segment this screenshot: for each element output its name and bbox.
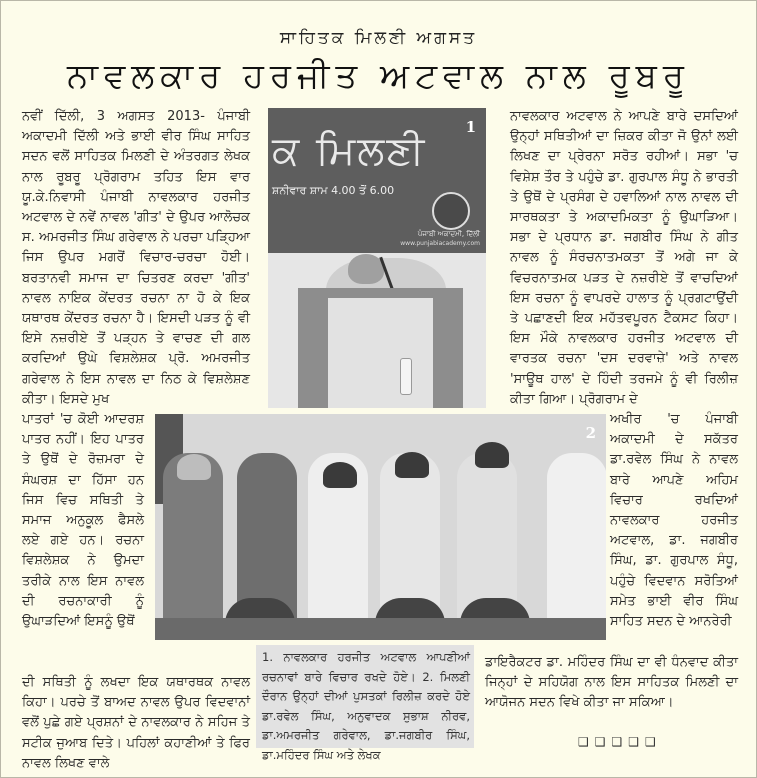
banner-subtitle: ਸ਼ਨੀਵਾਰ ਸ਼ਾਮ 4.00 ਤੋਂ 6.00 — [272, 184, 395, 197]
academy-logo-text: ਪੰਜਾਬੀ ਅਕਾਦਮੀ, ਦਿੱਲੀ — [417, 230, 480, 238]
person-figure — [547, 453, 606, 618]
turban — [177, 454, 211, 480]
photo-speaker-at-podium — [268, 108, 486, 408]
photo-caption: 1. ਨਾਵਲਕਾਰ ਹਰਜੀਤ ਅਟਵਾਲ ਆਪਣੀਆਂ ਰਚਨਾਵਾਂ ਬਾਰੇ ਵਿਚਾਰ ਰਖਦੇ ਹੋਏ। 2. ਮਿਲਣੀ ਦੌਰਾਨ ਉਨ੍ਹਾਂ ਦੀਆਂ ਪੁਸਤਕਾਂ ਰਿਲੀਜ਼ ਕਰਦੇ ਹੋਏ ਡਾ.ਰਵੇਲ ਸਿੰਘ, ਅਨੁਵਾਦਕ ਸੁਭਾਸ਼ ਨੀਰਵ, ਡਾ.ਅਮਰਜੀਤ ਗਰੇਵਾਲ, ਡਾ.ਜਗਬੀਰ ਸਿੰਘ, ਡਾ.ਮਹਿੰਦਰ ਸਿੰਘ ਅਤੇ ਲੇਖਕ — [256, 645, 474, 748]
article-headline: ਨਾਵਲਕਾਰ ਹਰਜੀਤ ਅਟਵਾਲ ਨਾਲ ਰੂਬਰੂ — [67, 56, 690, 96]
article-paragraph: ਨਾਵਲਕਾਰ ਅਟਵਾਲ ਨੇ ਆਪਣੇ ਬਾਰੇ ਦਸਦਿਆਂ ਉਨ੍ਹਾਂ ਸਥਿਤੀਆਂ ਦਾ ਜ਼ਿਕਰ ਕੀਤਾ ਜੋ ਉਨਾਂ ਲਈ ਲਿਖਣ ਦਾ ਪ੍ਰੇਰਨਾ ਸਰੋਤ ਰਹੀਆਂ। ਸਭਾ 'ਚ ਵਿਸ਼ੇਸ਼ ਤੌਰ ਤੇ ਪਹੁੰਚੇ ਡਾ. ਗੁਰਪਾਲ ਸੰਧੂ ਨੇ ਭਾਰਤੀ ਤੇ ਉਥੋਂ ਦੇ ਪ੍ਰਸੰਗ ਦੇ ਹਵਾਲਿਆਂ ਨਾਲ ਨਾਵਲ ਦੀ ਸਾਰਥਕਤਾ ਤੇ ਅਕਾਦਮਿਕਤਾ ਨੂੰ ਉਘਾੜਿਆ। ਸਭਾ ਦੇ ਪ੍ਰਧਾਨ ਡਾ. ਜਗਬੀਰ ਸਿੰਘ ਨੇ ਗੀਤ ਨਾਵਲ ਨੂੰ ਸੰਰਚਨਾਤਮਕਤਾ ਤੋਂ ਅਗੇ ਜਾ ਕੇ ਵਿਚਰਨਾਤਮਕ ਪੜਤ ਦੇ ਨਜ਼ਰੀਏ ਤੋਂ ਵਾਚਦਿਆਂ ਇਸ ਰਚਨਾ ਨੂੰ ਵਾਪਰਦੇ ਹਾਲਾਤ ਨੂੰ ਪ੍ਰਗਟਾਉਂਦੀ ਤੇ ਪਛਾਣਦੀ ਇਕ ਮਹੱਤਵਪੂਰਨ ਟੈਕਸਟ ਕਿਹਾ। ਇਸ ਮੌਕੇ ਨਾਵਲਕਾਰ ਹਰਜੀਤ ਅਟਵਾਲ ਦੀ ਵਾਰਤਕ ਰਚਨਾ 'ਦਸ ਦਰਵਾਜ਼ੇ' ਅਤੇ ਨਾਵਲ 'ਸਾਊਥ ਹਾਲ' ਦੇ ਹਿੰਦੀ ਤਰਜਮੇ ਨੂੰ ਵੀ ਰਿਲੀਜ਼ ਕੀਤਾ ਗਿਆ। ਪ੍ਰੋਗਰਾਮ ਦੇ — [510, 109, 738, 407]
article-column-left-top — [22, 107, 250, 410]
person-figure — [457, 453, 517, 618]
end-of-article-marks: ❑❑❑❑❑ — [578, 735, 662, 749]
article-column-left-bottom — [22, 673, 250, 774]
banner-title: ਕ ਮਿਲਣੀ — [272, 128, 427, 174]
academy-logo-icon — [432, 192, 470, 230]
article-column-right-top — [510, 107, 738, 410]
article-column-right-bottom — [485, 653, 738, 714]
podium-front — [328, 298, 433, 408]
article-paragraph: ਨਵੀਂ ਦਿੱਲੀ, 3 ਅਗਸਤ 2013- ਪੰਜਾਬੀ ਅਕਾਦਮੀ ਦਿੱਲੀ ਅਤੇ ਭਾਈ ਵੀਰ ਸਿੰਘ ਸਾਹਿਤ ਸਦਨ ਵਲੋਂ ਸਾਹਿਤਕ ਮਿਲਣੀ ਦੇ ਅੰਤਰਗਤ ਲੇਖਕ ਨਾਲ ਰੂਬਰੂ ਪ੍ਰੋਗਰਾਮ ਤਹਿਤ ਇਸ ਵਾਰ ਯੂ.ਕੇ.ਨਿਵਾਸੀ ਪੰਜਾਬੀ ਨਾਵਲਕਾਰ ਹਰਜੀਤ ਅਟਵਾਲ ਦੇ ਨਵੇਂ ਨਾਵਲ 'ਗੀਤ' ਦੇ ਉਪਰ ਆਲੋਚਕ ਸ. ਅਮਰਜੀਤ ਸਿੰਘ ਗਰੇਵਾਲ ਨੇ ਪਰਚਾ ਪੜ੍ਹਿਆ ਜਿਸ ਉਪਰ ਮਗਰੋਂ ਵਿਚਾਰ-ਚਰਚਾ ਹੋਈ। ਬਰਤਾਨਵੀ ਸਮਾਜ ਦਾ ਚਿਤਰਣ ਕਰਦਾ 'ਗੀਤ' ਨਾਵਲ ਨਾਇਕ ਕੇਂਦਰਤ ਰਚਨਾ ਨਾ ਹੋ ਕੇ ਇਕ ਯਥਾਰਥ ਕੇਂਦਰਤ ਰਚਨਾ ਹੈ। ਇਸਦੀ ਪੜਤ ਨੂੰ ਵੀ ਇਸੇ ਨਜ਼ਰੀਏ ਤੋਂ ਪੜ੍ਹਨ ਤੇ ਵਾਚਣ ਦੀ ਗਲ ਕਰਦਿਆਂ ਉਘੇ ਵਿਸ਼ਲੇਸ਼ਕ ਪ੍ਰੋ. ਅਮਰਜੀਤ ਗਰੇਵਾਲ ਨੇ ਇਸ ਨਾਵਲ ਦਾ ਨਿਠ ਕੇ ਵਿਸ਼ਲੇਸ਼ਣ ਕੀਤਾ। ਇਸਦੇ ਮੁਖ — [22, 109, 250, 407]
water-bottle — [400, 358, 412, 395]
article-column-left-wrap — [22, 410, 144, 632]
photo-number: 2 — [585, 424, 596, 442]
person-figure — [237, 453, 297, 618]
turban — [475, 442, 509, 468]
article-paragraph: ਦੀ ਸਥਿਤੀ ਨੂੰ ਲਖਦਾ ਇਕ ਯਥਾਰਥਕ ਨਾਵਲ ਕਿਹਾ। ਪਰਚੇ ਤੋਂ ਬਾਅਦ ਨਾਵਲ ਉਪਰ ਵਿਦਵਾਨਾਂ ਵਲੋਂ ਪੁਛੇ ਗਏ ਪ੍ਰਸ਼ਨਾਂ ਦੇ ਨਾਵਲਕਾਰ ਨੇ ਸਹਿਜ ਤੇ ਸਟੀਕ ਜੁਆਬ ਦਿਤੇ। ਪਹਿਲਾਂ ਕਹਾਣੀਆਂ ਤੇ ਫਿਰ ਨਾਵਲ ਲਿਖਣ ਵਾਲੇ — [22, 675, 250, 771]
turban — [395, 452, 429, 478]
article-paragraph: ਅਖੀਰ 'ਚ ਪੰਜਾਬੀ ਅਕਾਦਮੀ ਦੇ ਸਕੱਤਰ ਡਾ.ਰਵੇਲ ਸਿੰਘ ਨੇ ਨਾਵਲ ਬਾਰੇ ਆਪਣੇ ਅਹਿਮ ਵਿਚਾਰ ਰਖਦਿਆਂ ਨਾਵਲਕਾਰ ਹਰਜੀਤ ਅਟਵਾਲ, ਡਾ. ਜਗਬੀਰ ਸਿੰਘ, ਡਾ. ਗੁਰਪਾਲ ਸੰਧੂ, ਪਹੁੰਚੇ ਵਿਦਵਾਨ ਸਰੋਤਿਆਂ ਸਮੇਤ ਭਾਈ ਵੀਰ ਸਿੰਘ ਸਾਹਿਤ ਸਦਨ ਦੇ ਆਨਰੇਰੀ — [610, 412, 738, 630]
table — [155, 618, 606, 640]
section-kicker: ਸਾਹਿਤਕ ਮਿਲਣੀ ਅਗਸਤ — [279, 28, 478, 48]
turban — [323, 462, 357, 488]
event-banner — [268, 108, 486, 253]
photo-number: 1 — [465, 118, 476, 136]
academy-logo-url: www.punjabiacademy.com — [400, 240, 480, 247]
photo-book-release-group — [155, 414, 606, 640]
article-paragraph: ਪਾਤਰਾਂ 'ਚ ਕੋਈ ਆਦਰਸ਼ ਪਾਤਰ ਨਹੀਂ। ਇਹ ਪਾਤਰ ਤੇ ਉਥੋਂ ਦੇ ਰੋਜ਼ਮਰਾ ਦੇ ਸੰਘਰਸ਼ ਦਾ ਹਿੱਸਾ ਹਨ ਜਿਸ ਵਿਚ ਸਥਿਤੀ ਤੇ ਸਮਾਜ ਅਨੁਕੂਲ ਫੈਸਲੇ ਲਏ ਗਏ ਹਨ। ਰਚਨਾ ਵਿਸ਼ਲੇਸ਼ਕ ਨੇ ਉਮਦਾ ਤਰੀਕੇ ਨਾਲ ਇਸ ਨਾਵਲ ਦੀ ਰਚਨਾਕਾਰੀ ਨੂੰ ਉਘਾੜਦਿਆਂ ਇਸਨੂੰ ਉਥੋਂ — [22, 412, 144, 630]
article-column-right-wrap — [610, 410, 738, 632]
article-paragraph: ਡਾਇਰੈਕਟਰ ਡਾ. ਮਹਿੰਦਰ ਸਿੰਘ ਦਾ ਵੀ ਧੰਨਵਾਦ ਕੀਤਾ ਜਿਨ੍ਹਾਂ ਦੇ ਸਹਿਯੋਗ ਨਾਲ ਇਸ ਸਾਹਿਤਕ ਮਿਲਣੀ ਦਾ ਆਯੋਜਨ ਸਦਨ ਵਿਖੇ ਕੀਤਾ ਜਾ ਸਕਿਆ। — [485, 655, 738, 711]
